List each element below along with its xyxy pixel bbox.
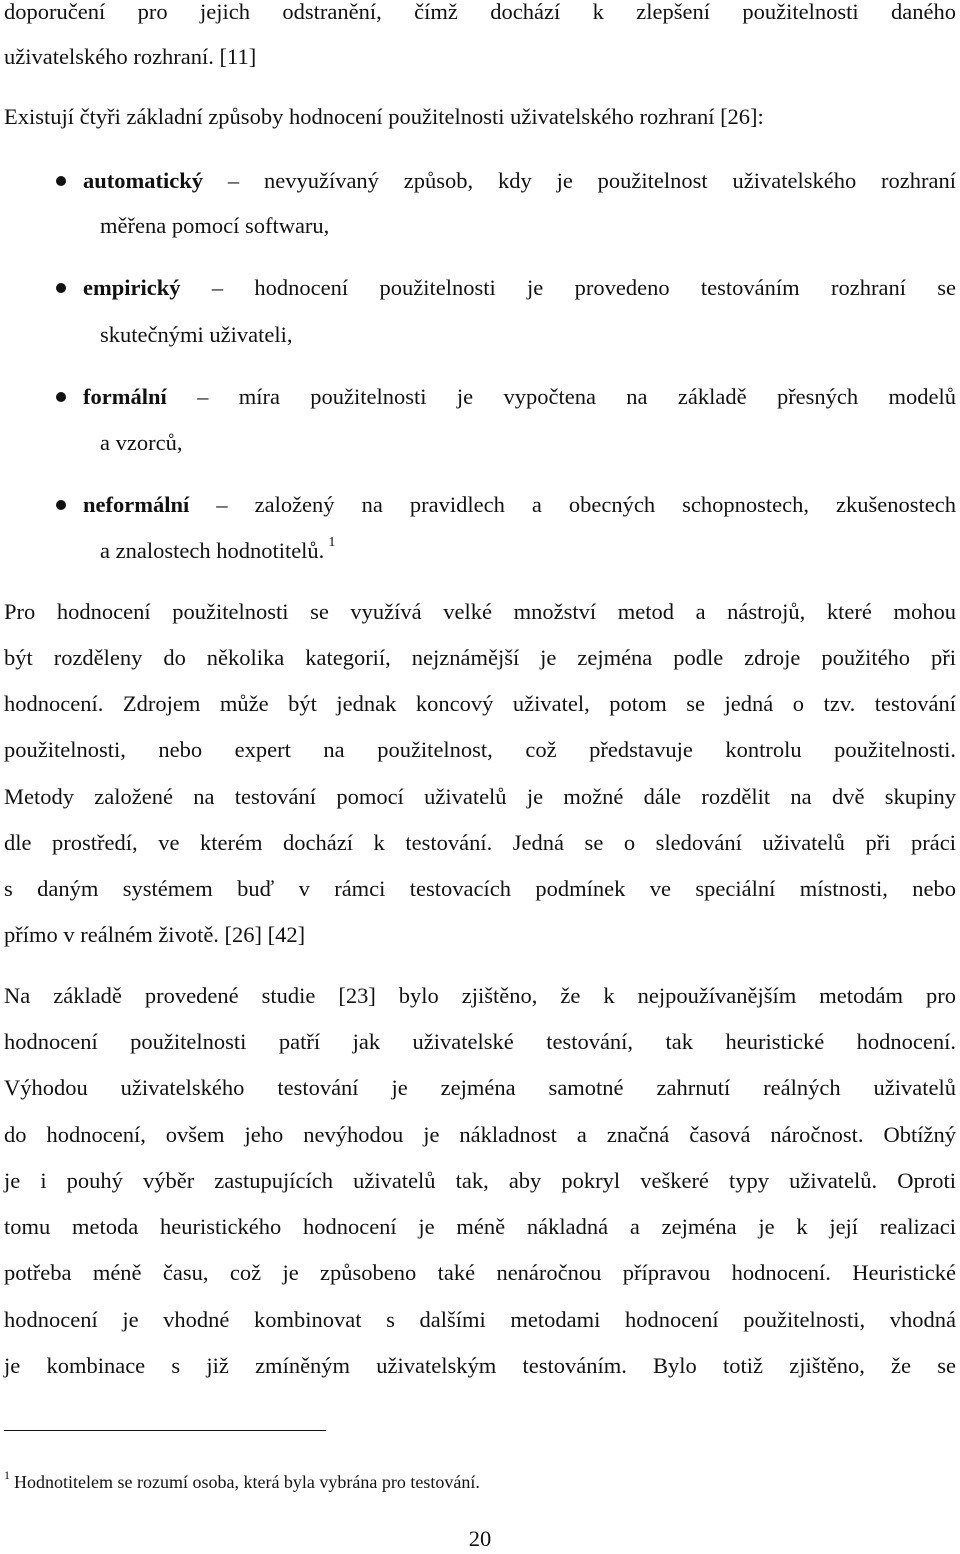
text-line: hodnocení je vhodné kombinovat s dalšími metodami hodnocení použitelnosti, vhodná <box>4 1307 956 1332</box>
bullet-continuation: měřena pomocí softwaru, <box>100 213 330 238</box>
text-line: hodnocení. Zdrojem může být jednak koncový uživatel, potom se jedná o tzv. testování <box>4 691 956 716</box>
text-line: do hodnocení, ovšem jeho nevýhodou je nákladnost a značná časová náročnost. Obtížný <box>4 1122 956 1147</box>
bullet-continuation <box>100 536 335 570</box>
bullet-dash: – <box>216 492 228 517</box>
bullet-continuation-text: a znalostech hodnotitelů. <box>100 538 325 563</box>
bullet-text: nevyužívaný způsob, kdy je použitelnost uživatelského rozhraní <box>263 168 957 193</box>
footnote-mark: 1 <box>4 1468 10 1482</box>
text-line: doporučení pro jejich odstranění, čímž dochází k zlepšení použitelnosti daného <box>4 0 956 24</box>
text-line: dle prostředí, ve kterém dochází k testování. Jedná se o sledování uživatelů při práci <box>4 830 956 855</box>
text-line: být rozděleny do několika kategorií, nejznámější je zejména podle zdroje použitého při <box>4 645 956 670</box>
bullet-text: hodnocení použitelnosti je provedeno testováním rozhraní se <box>254 275 957 300</box>
bullet-icon <box>56 176 66 186</box>
text-line: uživatelského rozhraní. [11] <box>4 44 257 69</box>
bullet-icon <box>56 392 66 402</box>
text-line: Existují čtyři základní způsoby hodnocení použitelnosti uživatelského rozhraní [26]: <box>4 104 764 129</box>
bullet-item <box>83 273 956 303</box>
text-line: je kombinace s již zmíněným uživatelským testováním. Bylo totiž zjištěno, že se <box>4 1353 956 1378</box>
bullet-term: formální <box>83 384 167 409</box>
text-line: přímo v reálném životě. [26] [42] <box>4 922 306 947</box>
bullet-dash: – <box>211 275 224 300</box>
text-line: s daným systémem buď v rámci testovacích podmínek ve speciální místnosti, nebo <box>4 876 956 901</box>
bullet-icon <box>56 500 66 510</box>
bullet-term: empirický <box>83 275 181 300</box>
footnote-text: Hodnotitelem se rozumí osoba, která byla vybrána pro testování. <box>14 1472 480 1492</box>
text-line: Metody založené na testování pomocí uživatelů je možné dále rozdělit na dvě skupiny <box>4 784 956 809</box>
bullet-dash: – <box>227 168 240 193</box>
text-line: hodnocení použitelnosti patří jak uživatelské testování, tak heuristické hodnocení. <box>4 1029 956 1054</box>
bullet-item <box>83 382 956 412</box>
bullet-term: automatický <box>83 168 203 193</box>
text-line: potřeba méně času, což je způsobeno také nenáročnou přípravou hodnocení. Heuristické <box>4 1260 956 1285</box>
text-line: tomu metoda heuristického hodnocení je méně nákladná a zejména je k její realizaci <box>4 1214 956 1239</box>
bullet-term: neformální <box>83 492 190 517</box>
footnote-reference: 1 <box>328 535 336 550</box>
text-line: Na základě provedené studie [23] bylo zjištěno, že k nejpoužívanějším metodám pro <box>4 983 956 1008</box>
text-line: je i pouhý výběr zastupujících uživatelů tak, aby pokryl veškeré typy uživatelů. Oproti <box>4 1168 956 1193</box>
text-line: Výhodou uživatelského testování je zejména samotné zahrnutí reálných uživatelů <box>4 1075 956 1100</box>
bullet-continuation: skutečnými uživateli, <box>100 322 293 347</box>
text-line: Pro hodnocení použitelnosti se využívá velké množství metod a nástrojů, které mohou <box>4 599 956 624</box>
bullet-text: založený na pravidlech a obecných schopnostech, zkušenostech <box>254 492 956 517</box>
bullet-item <box>83 490 956 520</box>
bullet-dash: – <box>197 384 209 409</box>
text-line: použitelnosti, nebo expert na použitelnost, což představuje kontrolu použitelnosti. <box>4 737 956 762</box>
bullet-text: míra použitelnosti je vypočtena na základě přesných modelů <box>238 384 957 409</box>
page-number: 20 <box>468 1526 492 1551</box>
bullet-item <box>83 166 956 196</box>
footnote <box>4 1470 480 1496</box>
bullet-icon <box>56 283 66 293</box>
bullet-continuation: a vzorců, <box>100 430 183 455</box>
footnote-divider <box>4 1430 326 1431</box>
